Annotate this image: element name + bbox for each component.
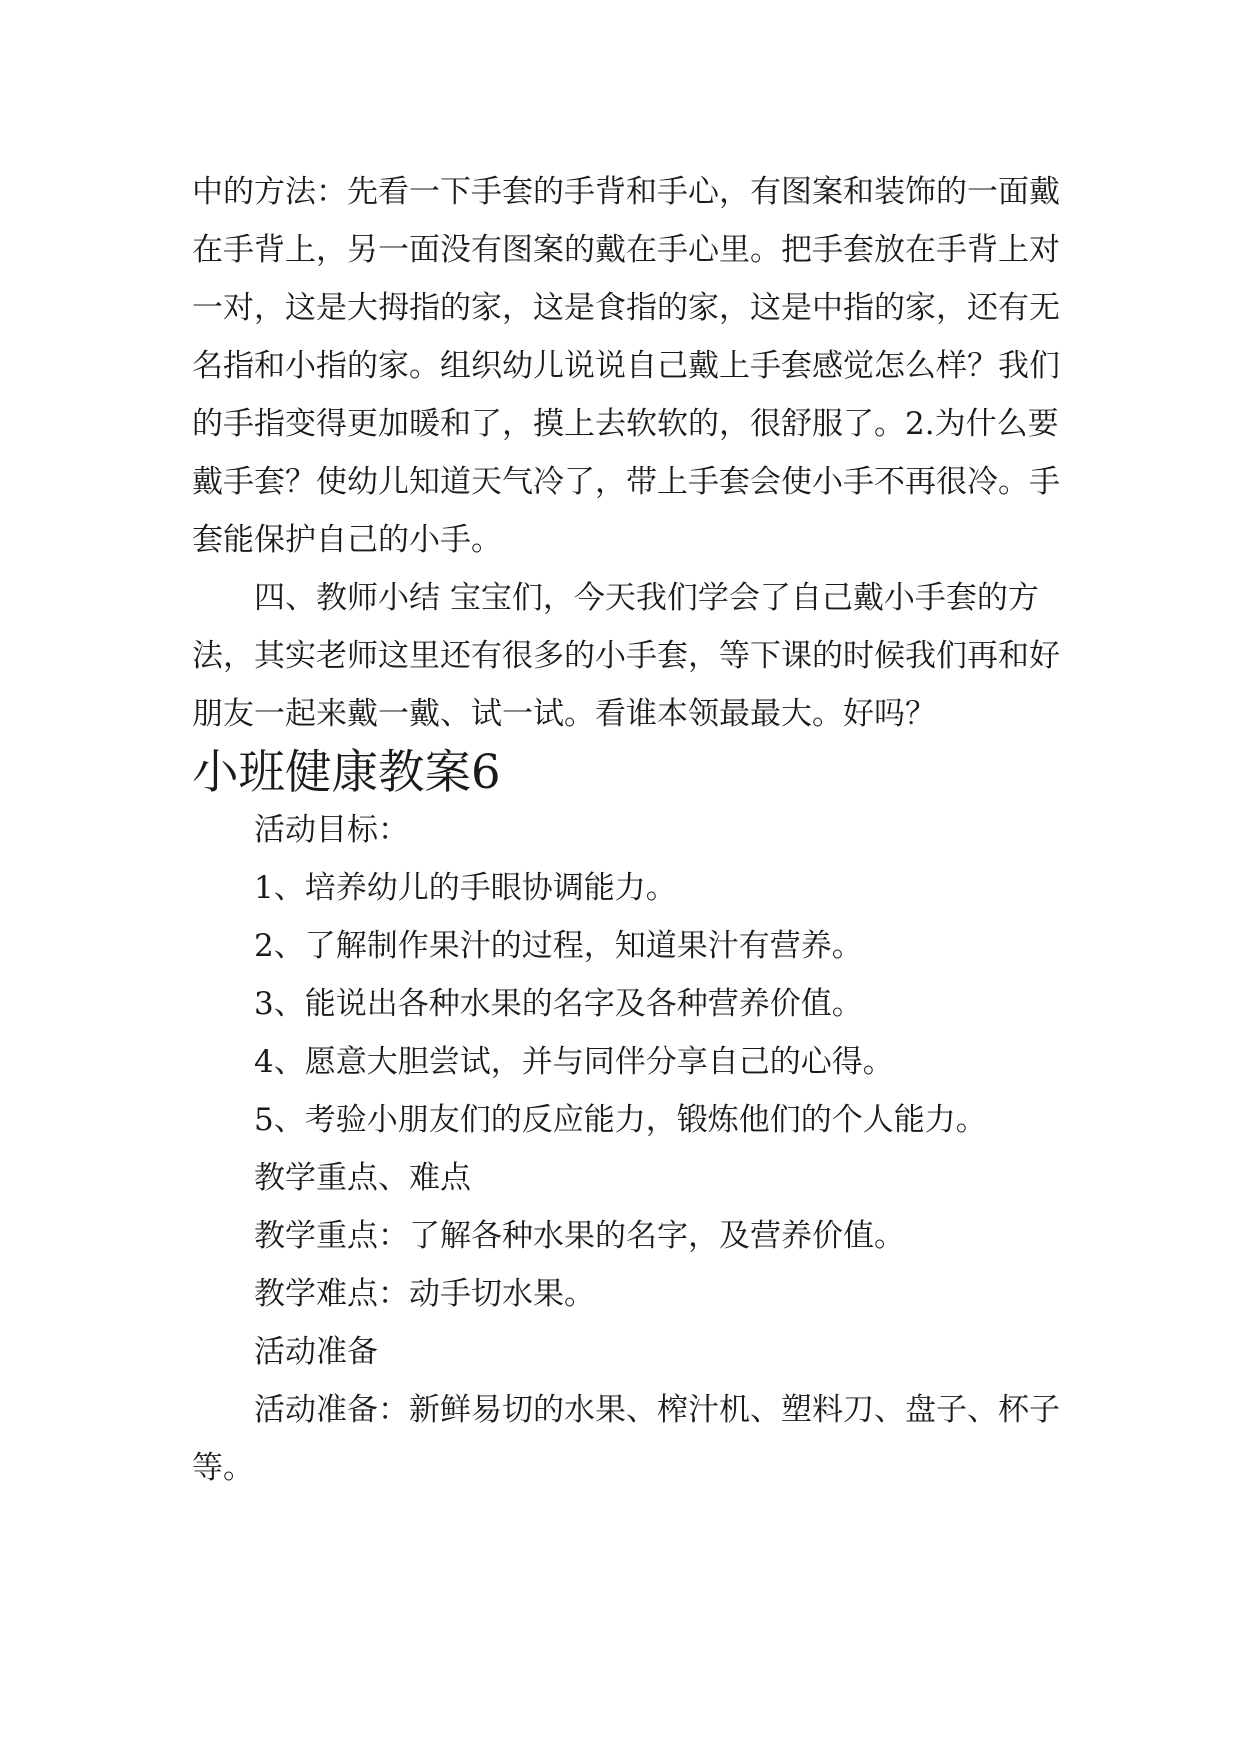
document-body <box>192 163 1072 1497</box>
preparation-text: 活动准备：新鲜易切的水果、榨汁机、塑料刀、盘子、杯子等。 <box>192 1392 1060 1486</box>
preparation-heading: 活动准备 <box>254 1334 378 1370</box>
section-title: 小班健康教案6 <box>192 745 501 799</box>
objective-item: 1、培养幼儿的手眼协调能力。 <box>254 870 677 906</box>
objective-item: 5、考验小朋友们的反应能力，锻炼他们的个人能力。 <box>254 1102 987 1138</box>
difficulty-point: 教学难点：动手切水果。 <box>254 1276 595 1312</box>
objective-item: 4、愿意大胆尝试，并与同伴分享自己的心得。 <box>254 1044 894 1080</box>
focus-point: 教学重点：了解各种水果的名字，及营养价值。 <box>254 1218 905 1254</box>
objective-item: 2、了解制作果汁的过程，知道果汁有营养。 <box>254 928 863 964</box>
objective-item: 3、能说出各种水果的名字及各种营养价值。 <box>254 986 863 1022</box>
objectives-heading: 活动目标： <box>254 812 409 848</box>
summary-paragraph: 四、教师小结 宝宝们，今天我们学会了自己戴小手套的方法，其实老师这里还有很多的小手套，等下课的时候我们再和好朋友一起来戴一戴、试一试。看谁本领最最大。好吗？ <box>192 580 1060 732</box>
focus-heading: 教学重点、难点 <box>254 1160 471 1196</box>
continued-paragraph: 中的方法：先看一下手套的手背和手心，有图案和装饰的一面戴在手背上，另一面没有图案的戴在手心里。把手套放在手背上对一对，这是大拇指的家，这是食指的家，这是中指的家，还有无名指和小指的家。组织幼儿说说自己戴上手套感觉怎么样？我们的手指变得更加暖和了，摸上去软软的，很舒服了。2.为什么要戴手套？使幼儿知道天气冷了，带上手套会使小手不再很冷。手套能保护自己的小手。 <box>192 174 1060 558</box>
